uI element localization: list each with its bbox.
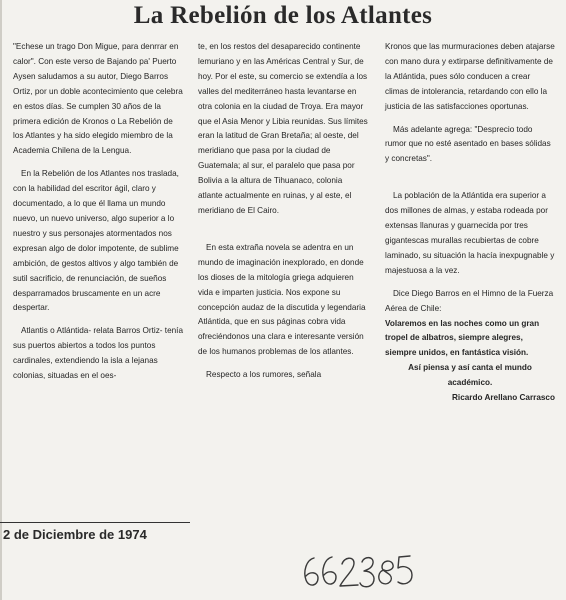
paragraph: Kronos que las murmuraciones deben atajarse con mano dura y extirparse definitivamente de la Atlántida, pues sólo conducen a crear climas de intolerancia, retardando con ello la justicia de las satisfacciones oportunas.	[385, 42, 555, 111]
paragraph: te, en los restos del desaparecido continente lemuriano y en las Américas Central y Sur, de hoy. Por el este, su comercio se extendía a los valles del mediterráneo hasta levantarse en otra colonia en la ciudad de Troya. Era mayor que el Asia Menor y Libia reunidas. Sus límites eran la latitud de Gran Bretaña; al oeste, del meridiano que pasa por la ciudad de Guatemala; al sur, el paralelo que pasa por Bolivia a la altura de Tihuanaco, colonia atlante actualmente en ruinas, y al este, el meridiano de El Cairo.	[198, 42, 368, 215]
publication-date: 2 de Diciembre de 1974	[3, 527, 147, 542]
paragraph: En esta extraña novela se adentra en un mundo de imaginación inexplorado, en donde los dioses de la mitología griega adquieren vida e imparten justicia. Nos expone su concepción audaz de la discutida y legendaria Atlántida, que en sus páginas cobra vida ofreciéndonos una clara e interesante versión de los humanos problemas de los atlantes.	[198, 242, 366, 357]
column-2	[198, 40, 368, 383]
author-signature: Ricardo Arellano Carrasco	[452, 393, 555, 403]
article-title: La Rebelión de los Atlantes	[133, 2, 433, 29]
column-3	[385, 40, 555, 406]
closing-line: Así piensa y así canta el mundo académico.	[408, 363, 532, 388]
paragraph: Dice Diego Barros en el Himno de la Fuerza Aérea de Chile:	[385, 288, 554, 313]
paragraph: Respecto a los rumores, señala	[206, 370, 322, 380]
clipping-edge	[0, 0, 2, 600]
handwritten-number-drawing	[300, 548, 430, 594]
paragraph: La población de la Atlántida era superior a dos millones de almas, y estaba rodeada por extensas llanuras y guarnecida por tres gigantescas murallas recubiertas de cobre laminado, su situación la hacía inexpugnable y majestuosa a la vez.	[385, 191, 555, 275]
handwritten-catalog-number	[300, 548, 430, 599]
paragraph: Atlantis o Atlántida- relata Barros Ortiz- tenía sus puertos abiertos a todos los puntos cardinales, extendiendo la isla a lejanas colonias, situadas en el oes-	[13, 326, 184, 381]
column-1	[13, 40, 183, 384]
anthem-quote: Volaremos en las noches como un gran tropel de albatros, siempre alegres, siempre unidos, en fantástica visión.	[385, 318, 540, 358]
paragraph: Más adelante agrega: "Desprecio todo rumor que no esté asentado en bases sólidas y concretas".	[385, 124, 551, 164]
paragraph: "Echese un trago Don Migue, para denrrar en calor". Con este verso de Bajando pa' Puerto Aysen saludamos a su autor, Diego Barros Ortiz, por un doble acontecimiento que celebra en estos días. Se cumplen 30 años de la primera edición de Kronos o La Rebelión de los Atlantes y ha sido elegido miembro de la Academia Chilena de la Lengua.	[13, 42, 183, 156]
date-rule	[0, 522, 190, 523]
paragraph: En la Rebelión de los Atlantes nos traslada, con la habilidad del escritor ágil, claro y documentado, a lo que él llama un mundo nuevo, un nuevo universo, algo superior a lo nuestro y sus personajes atormentados nos expresan algo de dolor impotente, de sublime ambición, de gestos altivos y algo también de sutil sacrificio, de renunciación, de sueños desparramados bruscamente en un acre despertar.	[13, 169, 179, 313]
